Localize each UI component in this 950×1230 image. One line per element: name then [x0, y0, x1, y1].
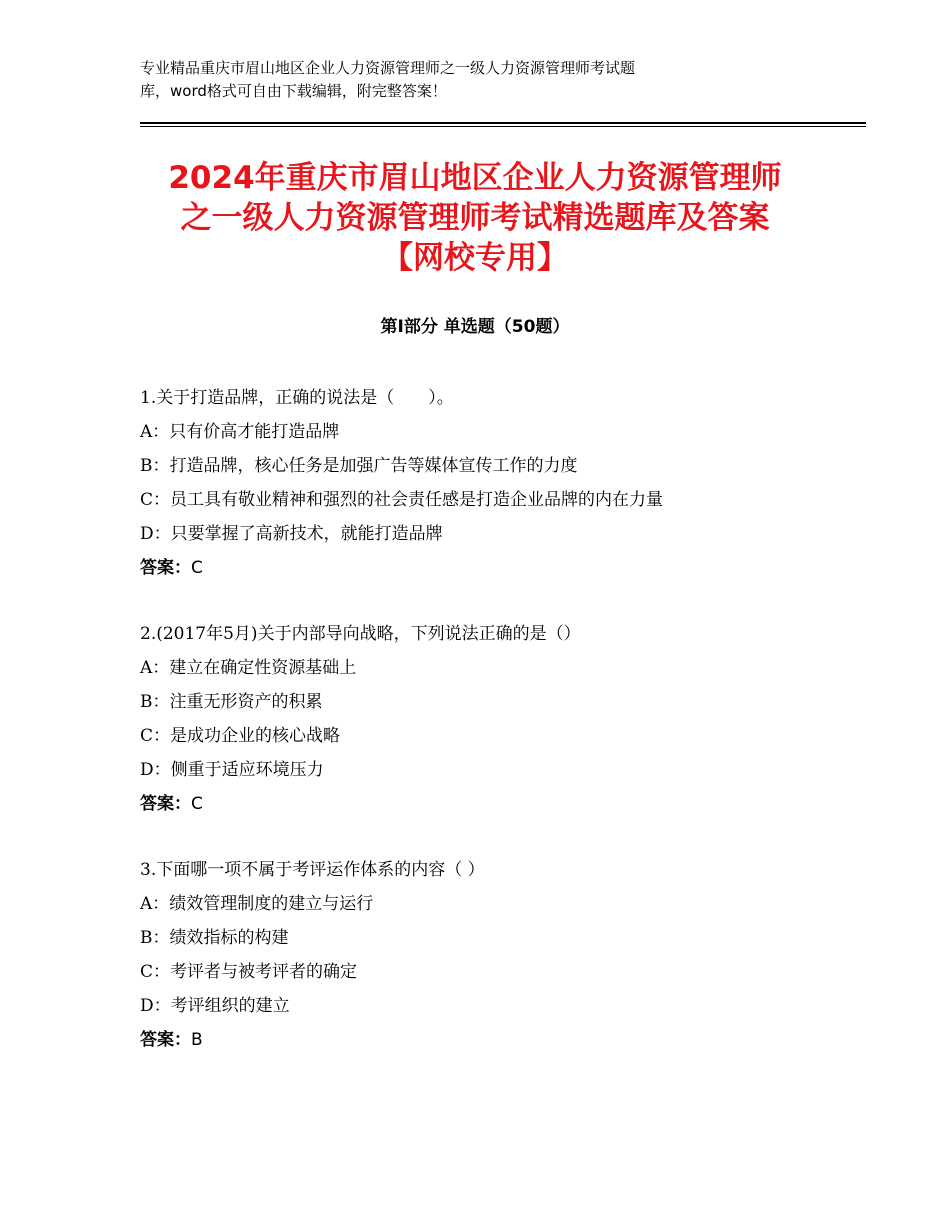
header-note-line-1: 专业精品重庆市眉山地区企业人力资源管理师之一级人力资源管理师考试题: [140, 59, 636, 77]
option-d: D：只要掌握了高新技术，就能打造品牌: [140, 524, 443, 544]
section-heading: 第Ⅰ部分 单选题（50题）: [380, 317, 570, 337]
option-d: D：考评组织的建立: [140, 996, 290, 1016]
option-c: C：是成功企业的核心战略: [140, 726, 341, 746]
option-b: B：注重无形资产的积累: [140, 692, 323, 712]
header-divider-thick: [140, 122, 866, 124]
option-b: B：绩效指标的构建: [140, 928, 289, 948]
option-d: D：侧重于适应环境压力: [140, 760, 324, 780]
document-title-line-2: 之一级人力资源管理师考试精选题库及答案: [180, 200, 770, 236]
option-a: A：建立在确定性资源基础上: [140, 658, 357, 678]
question-1: [140, 381, 840, 585]
header-note: [140, 57, 780, 103]
header-note-line-2: 库，word格式可自由下载编辑，附完整答案！: [140, 82, 447, 100]
question-2: [140, 617, 840, 821]
option-c: C：员工具有敬业精神和强烈的社会责任感是打造企业品牌的内在力量: [140, 490, 664, 510]
header-divider-thin: [140, 126, 866, 127]
answer: [140, 551, 840, 585]
question-stem: 1.关于打造品牌，正确的说法是（ ）。: [140, 388, 454, 408]
document-title: [100, 158, 850, 278]
answer-value: C: [191, 558, 203, 578]
document-title-line-3: 【网校专用】: [382, 240, 568, 276]
question-stem: 3.下面哪一项不属于考评运作体系的内容（ ）: [140, 860, 485, 880]
option-c: C：考评者与被考评者的确定: [140, 962, 358, 982]
answer-label: 答案：: [140, 794, 191, 814]
answer-value: B: [191, 1030, 203, 1050]
answer: [140, 1023, 840, 1057]
option-a: A：绩效管理制度的建立与运行: [140, 894, 374, 914]
answer: [140, 787, 840, 821]
answer-value: C: [191, 794, 203, 814]
question-stem: 2.(2017年5月)关于内部导向战略，下列说法正确的是（）: [140, 624, 581, 644]
option-a: A：只有价高才能打造品牌: [140, 422, 340, 442]
answer-label: 答案：: [140, 1030, 191, 1050]
option-b: B：打造品牌，核心任务是加强广告等媒体宣传工作的力度: [140, 456, 578, 476]
question-list: [140, 381, 840, 1089]
question-3: [140, 853, 840, 1057]
document-title-line-1: 2024年重庆市眉山地区企业人力资源管理师: [168, 160, 782, 196]
answer-label: 答案：: [140, 558, 191, 578]
